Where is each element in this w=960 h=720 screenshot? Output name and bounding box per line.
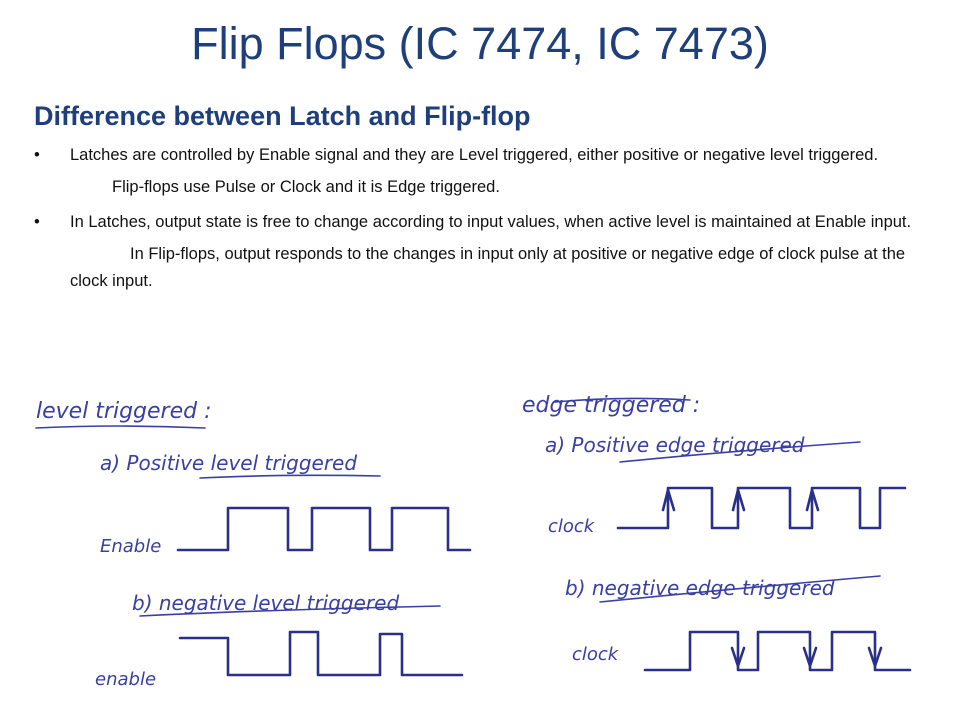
edge-triggered-section xyxy=(522,393,910,670)
level-triggered-section xyxy=(36,399,470,690)
bullet-item-1 xyxy=(34,142,934,169)
underline-mark xyxy=(200,475,380,478)
enable-label-negative: enable xyxy=(95,669,157,690)
edge-triggered-heading: edge triggered : xyxy=(522,393,701,418)
bullet-icon: • xyxy=(34,213,40,231)
bullet-followup-2 xyxy=(34,241,934,295)
negative-level-label: b) negative level triggered xyxy=(132,591,400,615)
bullet-list xyxy=(34,142,934,295)
positive-level-label: a) Positive level triggered xyxy=(100,451,358,475)
enable-label-positive: Enable xyxy=(100,536,162,557)
negative-edge-label: b) negative edge triggered xyxy=(565,576,835,600)
positive-level-waveform xyxy=(178,508,470,550)
bullet-followup-text: In Flip-flops, output responds to the changes in input only at positive or negative edge of clock pulse at the clock input. xyxy=(70,245,906,290)
positive-edge-waveform xyxy=(618,488,905,528)
level-triggered-heading: level triggered : xyxy=(36,399,212,424)
underline-mark xyxy=(36,426,205,428)
clock-label-negative: clock xyxy=(572,644,619,665)
bullet-text: Latches are controlled by Enable signal and they are Level triggered, either positive or negative level triggered. xyxy=(70,146,879,164)
bullet-text: In Latches, output state is free to change according to input values, when active level is maintained at Enable input. xyxy=(70,213,912,231)
section-heading: Difference between Latch and Flip-flop xyxy=(34,101,531,131)
slide-title: Flip Flops (IC 7474, IC 7473) xyxy=(191,18,769,69)
negative-level-waveform xyxy=(180,632,462,675)
bullet-item-2 xyxy=(34,209,934,236)
handwritten-diagram xyxy=(0,370,960,720)
positive-edge-label: a) Positive edge triggered xyxy=(545,433,805,457)
bullet-icon: • xyxy=(34,146,40,164)
falling-edge-arrow-icon xyxy=(732,648,881,666)
rising-edge-arrow-icon xyxy=(663,490,818,510)
clock-label-positive: clock xyxy=(548,516,595,537)
bullet-followup-1: Flip-flops use Pulse or Clock and it is Edge triggered. xyxy=(112,178,500,196)
